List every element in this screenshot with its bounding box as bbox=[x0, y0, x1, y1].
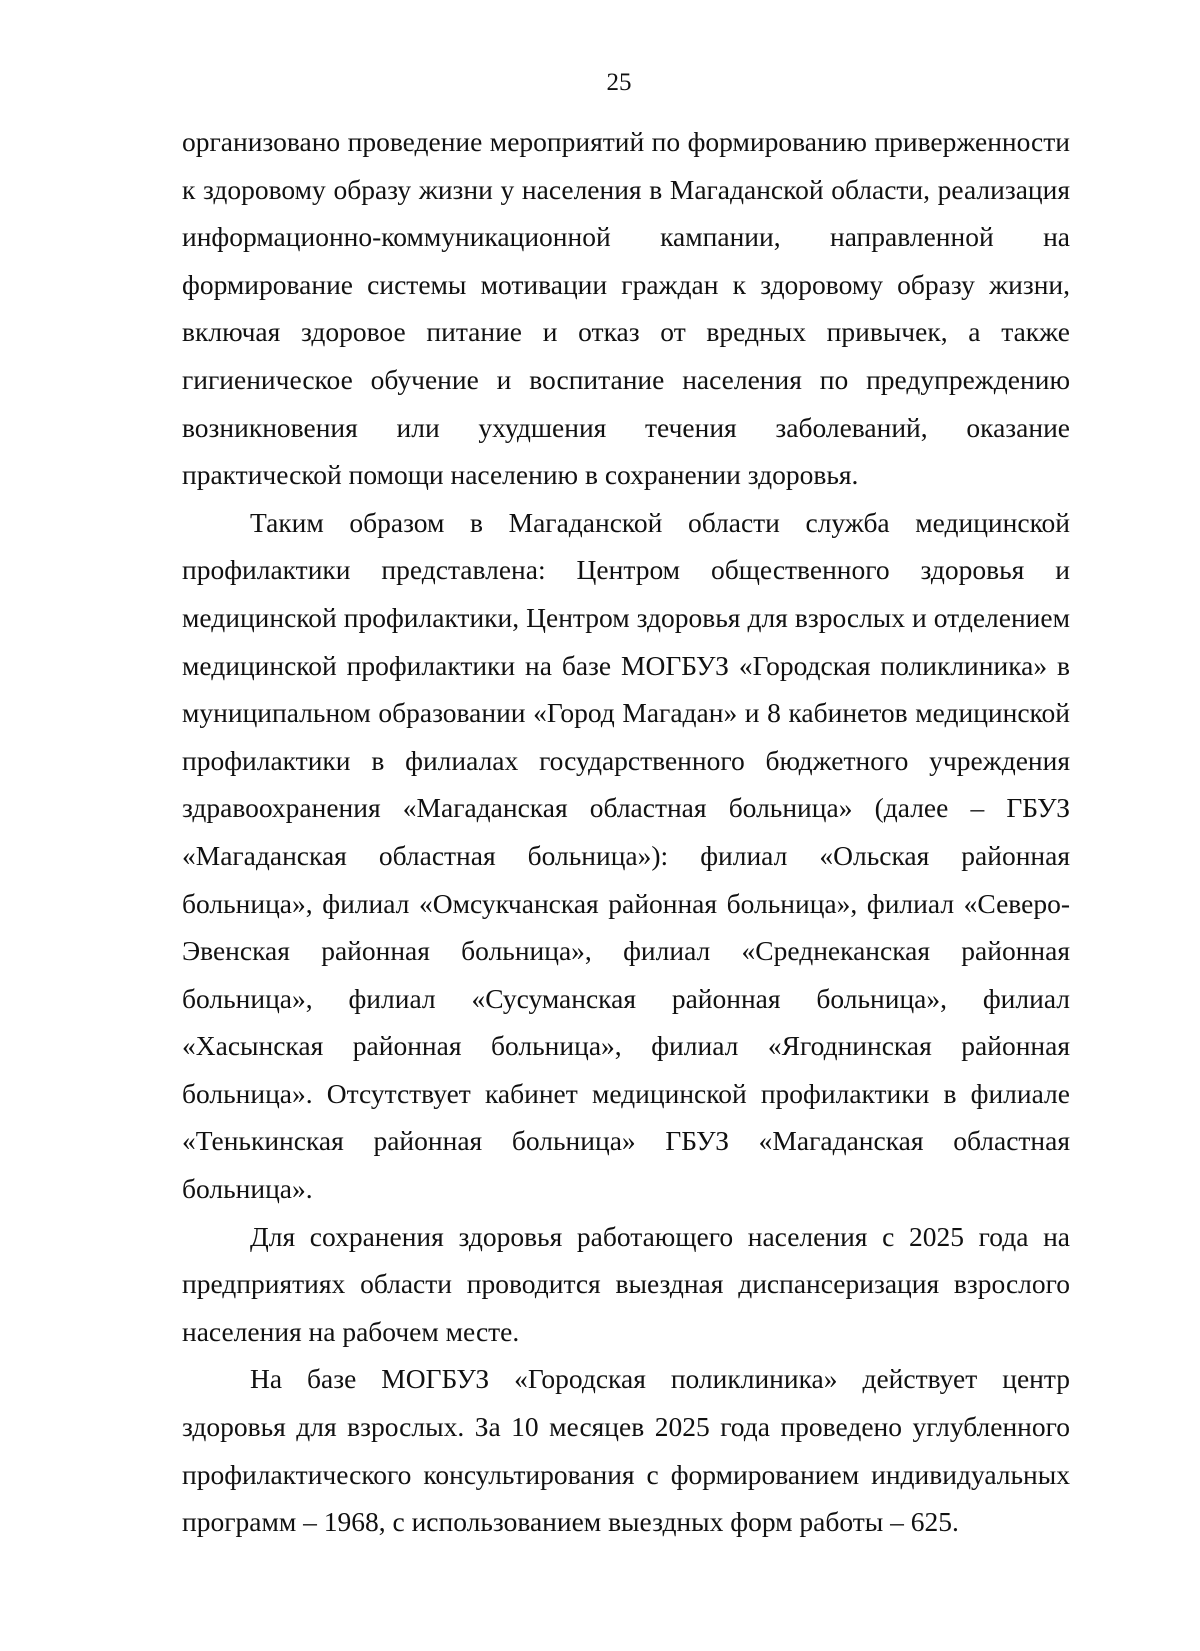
paragraph-health-center: На базе МОГБУЗ «Городская поликлиника» действует центр здоровья для взрослых. За 10 месяцев 2025 года проведено углубленного профилактического консультирования с формированием индивидуальных программ – 1968, с использованием выездных форм работы – 625. bbox=[182, 1363, 1070, 1538]
document-body bbox=[182, 118, 1070, 1546]
paragraph-prevention-service: Таким образом в Магаданской области служба медицинской профилактики представлена: Центром общественного здоровья и медицинской профилактики, Центром здоровья для взрослых и отделением медицинской профилактики на базе МОГБУЗ «Городская поликлиника» в муниципальном образовании «Город Магадан» и 8 кабинетов медицинской профилактики в филиалах государственного бюджетного учреждения здравоохранения «Магаданская областная больница» (далее – ГБУЗ «Магаданская областная больница»): филиал «Ольская районная больница», филиал «Омсукчанская районная больница», филиал «Северо-Эвенская районная больница», филиал «Среднеканская районная больница», филиал «Сусуманская районная больница», филиал «Хасынская районная больница», филиал «Ягоднинская районная больница». Отсутствует кабинет медицинской профилактики в филиале «Тенькинская районная больница» ГБУЗ «Магаданская областная больница». bbox=[182, 506, 1070, 1205]
paragraph-workplace-screening: Для сохранения здоровья работающего населения с 2025 года на предприятиях области проводится выездная диспансеризация взрослого населения на рабочем месте. bbox=[182, 1220, 1070, 1347]
paragraph-continuation: организовано проведение мероприятий по формированию приверженности к здоровому образу жизни у населения в Магаданской области, реализация информационно-коммуникационной кампании, направленной на формирование системы мотивации граждан к здоровому образу жизни, включая здоровое питание и отказ от вредных привычек, а также гигиеническое обучение и воспитание населения по предупреждению возникновения или ухудшения течения заболеваний, оказание практической помощи населению в сохранении здоровья. bbox=[182, 126, 1070, 491]
page-number: 25 bbox=[606, 69, 632, 96]
